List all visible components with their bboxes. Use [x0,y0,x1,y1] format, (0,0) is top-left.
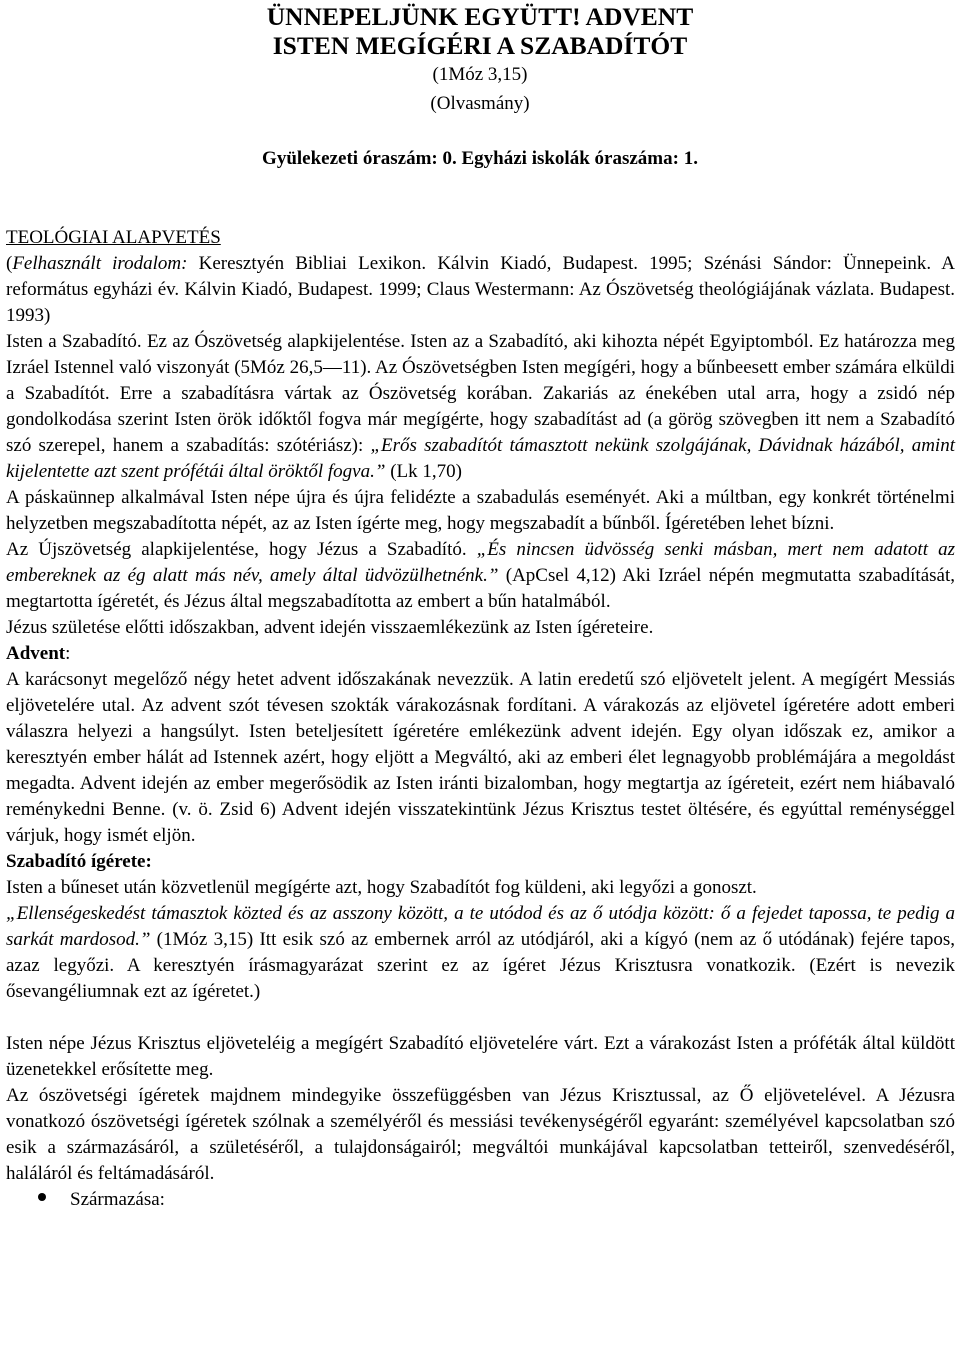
bullet-label: Származása: [70,1189,165,1210]
page-subtitle: ISTEN MEGÍGÉRI A SZABADÍTÓT [272,31,688,60]
paragraph [6,901,955,1005]
paragraph [6,329,955,485]
bullet-item [6,1187,955,1213]
paragraph: Az ószövetségi ígéretek majdnem mindegyike összefüggésben van Jézus Krisztussal, az Ő eljövetelével. A Jézusra vonatkozó ószövetségi ígéretek szólnak a személyéről és messiási tevékenységéről egyaránt: személyével kapcsolatban szó esik a származásáról, a születéséről, a tulajdonságairól; megváltói munkájával kapcsolatban tetteiről, szenvedéséről, haláláról és feltámadásáról. [6,1085,955,1184]
spacer [6,1005,955,1031]
title-block [0,2,960,118]
paragraph: A karácsonyt megelőző négy hetet advent időszakának nevezzük. A latin eredetű szó eljövetelt jelent. A megígért Messiás eljövetelére utal. Az advent szót tévesen szokták várakozásnak fordítani. A várakozás az eljövetel ígéretére adott emberi válaszra helyezi a hangsúlyt. Isten beteljesített ígéretére emlékezünk advent idején. Egy olyan időszak ez, amikor a keresztyén ember hálát ad Istennek azért, hogy eljött a Megváltó, aki az emberi élet legnagyobb problémájára a megoldást megadta. Advent idején az ember megerősödik az Isten iránti bizalomban, hogy megtartja az ígéreteit, ezért nem hiábavaló reménykedni Benne. (v. ö. Zsid 6) Advent idején visszatekintünk Jézus Krisztus testet öltésére, és egyúttal reménységgel várjuk, hogy ismét eljön. [6,669,955,846]
document-body [6,225,955,1213]
page-title: ÜNNEPELJÜNK EGYÜTT! ADVENT [266,2,694,31]
literature-text: Keresztyén Bibliai Lexikon. Kálvin Kiadó, Budapest. 1995; Szénási Sándor: Ünnepeink. A református egyházi év. Kálvin Kiadó, Budapest. 1999; Claus Westermann: Az Ószövetség theológiájának vázlata. Budapest. 1993) [6,253,955,326]
paragraph: Isten népe Jézus Krisztus eljöveteléig a megígért Szabadító eljövetelére várt. Ezt a várakozást Isten a próféták által küldött üzenetekkel erősítette meg. [6,1033,955,1080]
section-heading-theology: TEOLÓGIAI ALAPVETÉS [6,227,221,248]
paragraph: Jézus születése előtti időszakban, advent idején visszaemlékezünk az Isten ígéreteire. [6,617,654,638]
promise-p2b: (1Móz 3,15) Itt esik szó az embernek arról az utódjáról, aki a kígyó (nem az ő utódának) fejére tapos, azaz legyőzi. A keresztyén írásmagyarázat szerint ez az ígéret Jézus Krisztusra vonatkozik. (Ezért is nevezik ősevangéliumnak ezt az ígéretet.) [6,929,955,1002]
theology-p4b: (ApCsel 4,12) Aki Izráel népén megmutatta szabadítását, megtartotta ígéretét, és Jézus által megszabadította az embert a bűn hatalmából. [6,565,955,612]
advent-heading-colon: : [65,643,71,664]
theology-p2a: Zakariás az énekében utal arra, hogy a zsidó nép gondolkodása szerint Isten örök időktől fogva már megígérte, hogy szabadítást ad (a görög szövegben itt nem a Szabadító szó szerepel, hanem a szabadítás: szótériász): [6,383,955,456]
literature-open: ( [6,253,13,274]
advent-heading: Advent [6,643,66,664]
literature-note [6,251,955,329]
literature-label: Felhasznált irodalom: [12,253,188,274]
quote-acts: „És nincsen üdvösség senki másban, mert nem adatott az embereknek az ég alatt más név, amely által üdvözülhetnénk.” [6,539,955,586]
section-heading-advent [6,641,955,667]
section-heading-promise: Szabadító ígérete: [6,851,152,872]
lesson-hours: Gyülekezeti óraszám: 0. Egyházi iskolák óraszáma: 1. [262,148,698,169]
theology-p2b: (Lk 1,70) [385,461,462,482]
quote-genesis: „Ellenségeskedést támasztok közted és az asszony között, a te utódod és az ő utódja között: ő a fejedet tapossa, te pedig a sarkát mardosod.” [6,903,955,950]
paragraph: A páskaünnep alkalmával Isten népe újra és újra felidézte a szabadulás eseményét. Aki a múltban, egy konkrét történelmi helyzetben megszabadította népét, az az Isten ígérte meg, hogy megszabadít a bűnből. Ígéretében lehet bízni. [6,487,955,534]
quote-luke: „Erős szabadítót támasztott nekünk szolgájának, Dávidnak házából, amint kijelentette azt szent prófétái által öröktől fogva.” [6,435,955,482]
bullet-icon [38,1193,46,1201]
theology-p4a: Az Újszövetség alapkijelentése, hogy Jézus a Szabadító. [6,539,477,560]
scripture-reference: (1Móz 3,15) [432,64,528,85]
paragraph [6,537,955,615]
paragraph: Isten a bűneset után közvetlenül megígérte azt, hogy Szabadítót fog küldeni, aki legyőzi a gonoszt. [6,877,757,898]
genre-label: (Olvasmány) [430,93,530,114]
theology-p1: Isten a Szabadító. Ez az Ószövetség alapkijelentése. Isten az a Szabadító, aki kihozta népét Egyiptomból. Ez határozza meg Izráel Istennel való viszonyát (5Móz 26,5—11). Az Ószövetségben Isten megígéri, hogy a bűnbeesett ember számára elküldi a Szabadítót. Erre a szabadításra vártak az Ószövetség korában. [6,331,955,404]
